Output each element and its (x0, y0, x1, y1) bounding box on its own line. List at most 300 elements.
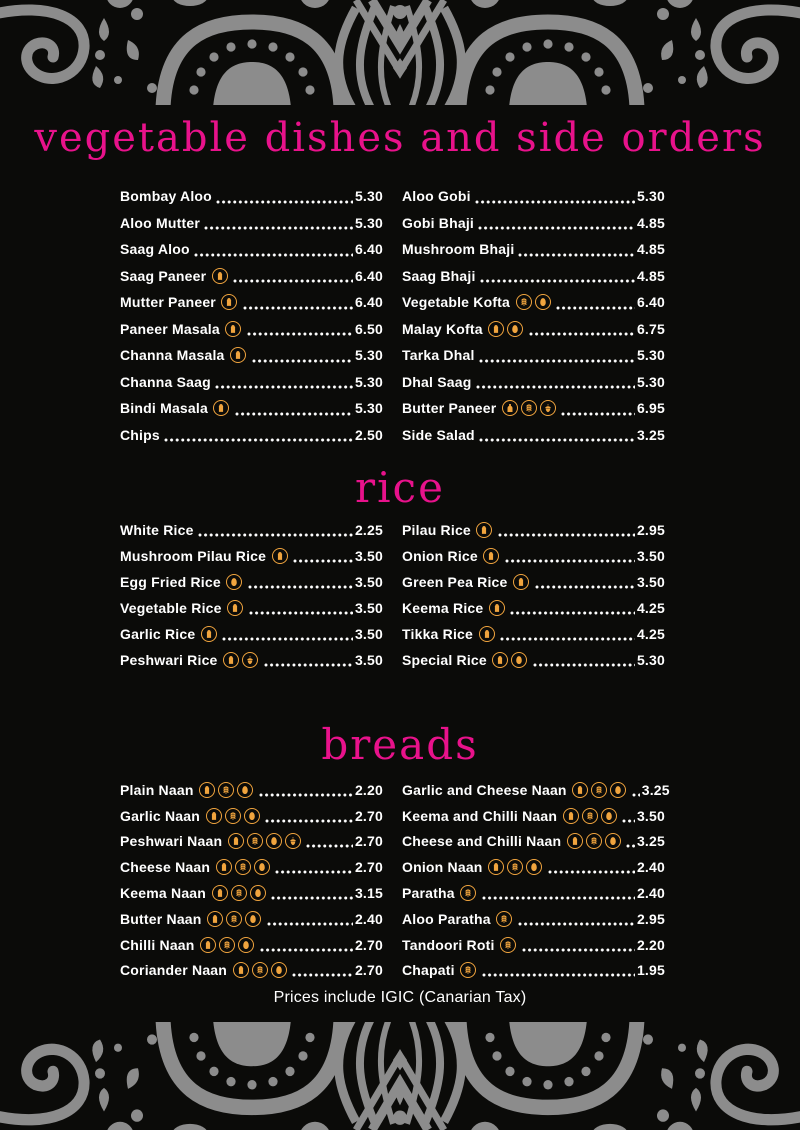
menu-item-row (402, 854, 665, 880)
dotted-leader (632, 793, 640, 797)
menu-item-price: 4.25 (636, 600, 665, 616)
menu-item-name: Keema Rice (402, 600, 484, 616)
dotted-leader (265, 819, 353, 823)
egg-icon (535, 294, 551, 310)
menu-item-name: Peshwari Naan (120, 833, 223, 850)
milk-carton-icon (488, 859, 504, 875)
menu-item-name: Chips (120, 426, 160, 443)
milk-carton-icon (476, 522, 492, 538)
wheat-icon (500, 937, 516, 953)
menu-item-price: 1.95 (636, 962, 665, 979)
wheat-icon (507, 859, 523, 875)
menu-item-price: 6.95 (636, 400, 665, 417)
milk-carton-icon (227, 600, 243, 616)
wheat-icon (460, 962, 476, 978)
section-vegetable-dishes (0, 115, 800, 448)
menu-item-name: Dhal Saag (402, 373, 472, 390)
menu-item-row (120, 854, 383, 880)
menu-item-price: 5.30 (354, 373, 383, 390)
menu-item-name: Mutter Paneer (120, 294, 216, 311)
section-breads (0, 722, 800, 983)
menu-item-name: Garlic Rice (120, 626, 196, 642)
menu-item-price: 2.70 (354, 936, 383, 953)
dotted-leader (215, 385, 353, 389)
milk-carton-icon (230, 347, 246, 363)
wheat-icon (582, 808, 598, 824)
egg-icon (250, 885, 266, 901)
milk-carton-icon (483, 548, 499, 564)
milk-carton-icon (272, 548, 288, 564)
allergen-icons (500, 400, 557, 416)
menu-item-row (402, 316, 665, 343)
menu-item-row (402, 803, 665, 829)
egg-icon (507, 321, 523, 337)
allergen-icons (226, 600, 245, 616)
dotted-leader (548, 870, 635, 874)
menu-item-price: 2.70 (354, 833, 383, 850)
dotted-leader (267, 922, 353, 926)
menu-column-left (120, 777, 383, 983)
wheat-icon (516, 294, 532, 310)
two-column-list (0, 517, 800, 673)
menu-item-row (120, 342, 383, 369)
dotted-leader (247, 332, 353, 336)
menu-item-price: 5.30 (636, 347, 665, 364)
menu-item-name: Keema Naan (120, 885, 207, 902)
menu-item-price: 3.50 (354, 626, 383, 642)
menu-item-name: Saag Paneer (120, 267, 207, 284)
menu-item-name: Vegetable Kofta (402, 294, 511, 311)
egg-icon (226, 574, 242, 590)
two-column-list (0, 183, 800, 448)
menu-item-row (120, 263, 383, 290)
dotted-leader (264, 663, 353, 667)
menu-item-name: Tandoori Roti (402, 936, 495, 953)
menu-item-price: 6.40 (636, 294, 665, 311)
menu-content (0, 105, 800, 1007)
dotted-leader (522, 948, 635, 952)
allergen-icons (225, 574, 244, 590)
menu-item-row (120, 880, 383, 906)
egg-icon (238, 937, 254, 953)
allergen-icons (224, 321, 243, 337)
wheat-icon (231, 885, 247, 901)
dotted-leader (275, 870, 353, 874)
dotted-leader (482, 973, 635, 977)
dotted-leader (561, 412, 635, 416)
menu-item-name: Side Salad (402, 426, 475, 443)
milk-carton-icon (492, 652, 508, 668)
allergen-icons (212, 400, 231, 416)
menu-item-row (402, 621, 665, 647)
menu-item-row (402, 829, 665, 855)
menu-column-right (402, 777, 670, 983)
menu-item-name: Special Rice (402, 652, 487, 668)
wheat-icon (252, 962, 268, 978)
allergen-icons (495, 911, 514, 927)
menu-item-price: 4.85 (636, 214, 665, 231)
wheat-icon (225, 808, 241, 824)
dotted-leader (475, 200, 635, 204)
menu-item-price: 5.30 (354, 400, 383, 417)
menu-item-name: Mushroom Bhaji (402, 241, 515, 258)
menu-item-name: Mushroom Pilau Rice (120, 548, 267, 564)
menu-item-row (120, 316, 383, 343)
nut-icon (285, 833, 301, 849)
allergen-icons (459, 885, 478, 901)
menu-item-price: 2.40 (636, 885, 665, 902)
menu-item-row (402, 210, 665, 237)
menu-item-price: 4.85 (636, 241, 665, 258)
egg-icon (605, 833, 621, 849)
allergen-icons (459, 962, 478, 978)
allergen-icons (571, 782, 628, 798)
menu-item-name: Garlic and Cheese Naan (402, 781, 567, 798)
wheat-icon (235, 859, 251, 875)
egg-icon (266, 833, 282, 849)
menu-item-price: 6.75 (636, 320, 665, 337)
egg-icon (244, 808, 260, 824)
wheat-icon (521, 400, 537, 416)
menu-item-row (402, 543, 665, 569)
menu-item-name: Chapati (402, 962, 455, 979)
menu-item-row (120, 595, 383, 621)
allergen-icons (487, 321, 525, 337)
menu-item-price: 4.85 (636, 267, 665, 284)
menu-item-name: Channa Saag (120, 373, 211, 390)
milk-carton-icon (567, 833, 583, 849)
allergen-icons (198, 782, 255, 798)
menu-item-name: Saag Aloo (120, 241, 190, 258)
menu-item-row (402, 569, 665, 595)
menu-item-row (120, 517, 383, 543)
menu-item-name: Butter Paneer (402, 400, 497, 417)
menu-item-row (120, 932, 383, 958)
dotted-leader (259, 793, 353, 797)
dotted-leader (235, 412, 353, 416)
menu-item-name: Coriander Naan (120, 962, 228, 979)
paisley-pattern (0, 1022, 800, 1130)
menu-item-name: Gobi Bhaji (402, 214, 474, 231)
menu-item-name: Peshwari Rice (120, 652, 218, 668)
dotted-leader (505, 559, 635, 563)
milk-carton-icon (479, 626, 495, 642)
menu-item-name: Aloo Gobi (402, 188, 471, 205)
menu-item-name: Butter Naan (120, 910, 202, 927)
dotted-leader (233, 279, 353, 283)
dotted-leader (535, 585, 635, 589)
menu-item-row (120, 621, 383, 647)
section-title: rice (355, 463, 445, 512)
menu-item-name: Saag Bhaji (402, 267, 476, 284)
menu-item-row (402, 236, 665, 263)
menu-item-row (120, 289, 383, 316)
menu-item-row (120, 906, 383, 932)
menu-item-price: 2.95 (636, 910, 665, 927)
menu-item-name: Garlic Naan (120, 807, 201, 824)
nut-icon (242, 652, 258, 668)
menu-item-row (402, 422, 665, 449)
menu-item-row (120, 183, 383, 210)
menu-item-price: 2.70 (354, 962, 383, 979)
menu-item-price: 3.50 (636, 574, 665, 590)
milk-carton-icon (207, 911, 223, 927)
menu-item-row (120, 210, 383, 237)
milk-carton-icon (489, 600, 505, 616)
egg-icon (237, 782, 253, 798)
egg-icon (601, 808, 617, 824)
menu-item-row (120, 369, 383, 396)
menu-item-price: 6.40 (354, 241, 383, 258)
menu-item-row (402, 595, 665, 621)
allergen-icons (220, 294, 239, 310)
menu-item-price: 2.40 (636, 859, 665, 876)
dotted-leader (249, 611, 353, 615)
menu-column-right (402, 183, 665, 448)
milk-carton-icon (201, 626, 217, 642)
menu-item-price: 5.30 (354, 214, 383, 231)
allergen-icons (231, 962, 288, 978)
milk-carton-icon (200, 937, 216, 953)
menu-item-row (402, 906, 665, 932)
menu-item-row (120, 395, 383, 422)
menu-item-price: 2.40 (354, 910, 383, 927)
menu-item-price: 2.50 (354, 426, 383, 443)
milk-carton-icon (199, 782, 215, 798)
menu-item-name: Vegetable Rice (120, 600, 222, 616)
menu-item-name: Plain Naan (120, 781, 194, 798)
milk-carton-icon (563, 808, 579, 824)
allergen-icons (199, 937, 256, 953)
dotted-leader (164, 438, 353, 442)
dotted-leader (498, 533, 635, 537)
milk-carton-icon (513, 574, 529, 590)
milk-carton-icon (216, 859, 232, 875)
menu-item-name: Channa Masala (120, 347, 225, 364)
decorative-border-bottom (0, 1022, 800, 1130)
menu-item-row (402, 395, 665, 422)
menu-item-name: Malay Kofta (402, 320, 483, 337)
menu-item-price: 2.70 (354, 859, 383, 876)
milk-carton-icon (233, 962, 249, 978)
dotted-leader (500, 637, 635, 641)
dotted-leader (518, 922, 635, 926)
menu-item-name: Cheese Naan (120, 859, 211, 876)
dotted-leader (198, 533, 353, 537)
wheat-icon (591, 782, 607, 798)
menu-item-row (402, 777, 670, 803)
menu-item-name: Egg Fried Rice (120, 574, 221, 590)
dotted-leader (533, 663, 635, 667)
menu-item-row (120, 958, 383, 984)
egg-icon (511, 652, 527, 668)
menu-item-row (402, 880, 665, 906)
menu-item-price: 3.25 (636, 833, 665, 850)
dotted-leader (204, 226, 353, 230)
milk-carton-icon (206, 808, 222, 824)
milk-carton-icon (228, 833, 244, 849)
allergen-icons (561, 808, 618, 824)
paisley-pattern (0, 0, 800, 105)
section-rice (0, 465, 800, 673)
dotted-leader (529, 332, 635, 336)
menu-item-name: Aloo Mutter (120, 214, 200, 231)
menu-item-name: Paratha (402, 885, 455, 902)
menu-item-price: 2.70 (354, 807, 383, 824)
menu-item-price: 2.95 (636, 522, 665, 538)
menu-item-row (402, 932, 665, 958)
wheat-icon (496, 911, 512, 927)
dotted-leader (252, 359, 353, 363)
menu-item-name: Tikka Rice (402, 626, 474, 642)
dotted-leader (480, 279, 635, 283)
allergen-icons (487, 600, 506, 616)
egg-icon (610, 782, 626, 798)
dotted-leader (518, 253, 634, 257)
two-column-list (0, 777, 800, 983)
menu-item-row (402, 263, 665, 290)
menu-item-price: 3.50 (354, 652, 383, 668)
menu-item-price: 3.50 (354, 574, 383, 590)
menu-item-name: Paneer Masala (120, 320, 220, 337)
menu-item-price: 2.25 (354, 522, 383, 538)
menu-item-price: 3.50 (636, 807, 665, 824)
wheat-icon (460, 885, 476, 901)
menu-item-price: 3.25 (636, 426, 665, 443)
milk-carton-icon (223, 652, 239, 668)
allergen-icons (204, 808, 261, 824)
allergen-icons (270, 548, 289, 564)
menu-column-left (120, 517, 383, 673)
dotted-leader (271, 896, 353, 900)
allergen-icons (499, 937, 518, 953)
menu-item-price: 4.25 (636, 626, 665, 642)
dotted-leader (482, 896, 635, 900)
menu-item-row (120, 777, 383, 803)
menu-item-name: Chilli Naan (120, 936, 195, 953)
allergen-icons (214, 859, 271, 875)
allergen-icons (477, 626, 496, 642)
dotted-leader (476, 385, 635, 389)
menu-item-name: Pilau Rice (402, 522, 471, 538)
allergen-icons (206, 911, 263, 927)
milk-carton-icon (488, 321, 504, 337)
dotted-leader (478, 226, 635, 230)
dotted-leader (216, 200, 353, 204)
milk-carton-icon (225, 321, 241, 337)
menu-item-name: Tarka Dhal (402, 347, 475, 364)
milk-carton-icon (213, 400, 229, 416)
menu-item-row (402, 369, 665, 396)
menu-item-price: 5.30 (636, 652, 665, 668)
allergen-icons (210, 268, 229, 284)
allergen-icons (226, 833, 302, 849)
menu-item-row (120, 803, 383, 829)
menu-item-row (120, 647, 383, 673)
menu-item-name: White Rice (120, 522, 194, 538)
tax-note: Prices include IGIC (Canarian Tax) (273, 989, 527, 1007)
menu-item-row (120, 236, 383, 263)
menu-item-price: 5.30 (354, 347, 383, 364)
wheat-icon (218, 782, 234, 798)
menu-item-row (402, 958, 665, 984)
dotted-leader (556, 306, 635, 310)
egg-icon (526, 859, 542, 875)
menu-item-price: 3.25 (641, 781, 670, 798)
dotted-leader (222, 637, 353, 641)
decorative-border-top (0, 0, 800, 105)
milk-carton-icon (221, 294, 237, 310)
menu-column-left (120, 183, 383, 448)
menu-item-price: 6.50 (354, 320, 383, 337)
wheat-icon (247, 833, 263, 849)
section-title: vegetable dishes and side orders (34, 115, 766, 161)
allergen-icons (229, 347, 248, 363)
allergen-icons (565, 833, 622, 849)
milk-carton-icon (572, 782, 588, 798)
egg-icon (254, 859, 270, 875)
dotted-leader (243, 306, 353, 310)
allergen-icons (491, 652, 529, 668)
dotted-leader (194, 253, 353, 257)
bottle-icon (502, 400, 518, 416)
menu-item-row (120, 829, 383, 855)
dotted-leader (292, 973, 353, 977)
menu-item-price: 2.20 (354, 781, 383, 798)
dotted-leader (293, 559, 353, 563)
dotted-leader (260, 948, 353, 952)
menu-item-name: Aloo Paratha (402, 910, 491, 927)
menu-item-row (120, 569, 383, 595)
milk-carton-icon (212, 885, 228, 901)
menu-item-price: 5.30 (636, 188, 665, 205)
dotted-leader (479, 359, 635, 363)
menu-item-price: 3.50 (354, 600, 383, 616)
menu-item-name: Keema and Chilli Naan (402, 807, 558, 824)
wheat-icon (586, 833, 602, 849)
allergen-icons (222, 652, 260, 668)
menu-item-name: Bindi Masala (120, 400, 208, 417)
allergen-icons (210, 885, 267, 901)
menu-item-row (120, 543, 383, 569)
menu-item-row (120, 422, 383, 449)
menu-item-price: 5.30 (636, 373, 665, 390)
menu-item-name: Cheese and Chilli Naan (402, 833, 562, 850)
menu-item-name: Bombay Aloo (120, 188, 212, 205)
dotted-leader (622, 819, 635, 823)
menu-item-price: 2.20 (636, 936, 665, 953)
egg-icon (271, 962, 287, 978)
menu-item-price: 6.40 (354, 294, 383, 311)
dotted-leader (510, 611, 635, 615)
wheat-icon (226, 911, 242, 927)
menu-item-row (402, 517, 665, 543)
allergen-icons (514, 294, 552, 310)
menu-item-price: 6.40 (354, 267, 383, 284)
wheat-icon (219, 937, 235, 953)
allergen-icons (199, 626, 218, 642)
menu-column-right (402, 517, 665, 673)
dotted-leader (248, 585, 353, 589)
milk-carton-icon (212, 268, 228, 284)
menu-item-row (402, 647, 665, 673)
dotted-leader (306, 844, 353, 848)
menu-item-name: Green Pea Rice (402, 574, 508, 590)
allergen-icons (475, 522, 494, 538)
section-title: breads (321, 720, 479, 769)
menu-item-price: 3.15 (354, 885, 383, 902)
menu-item-name: Onion Rice (402, 548, 478, 564)
